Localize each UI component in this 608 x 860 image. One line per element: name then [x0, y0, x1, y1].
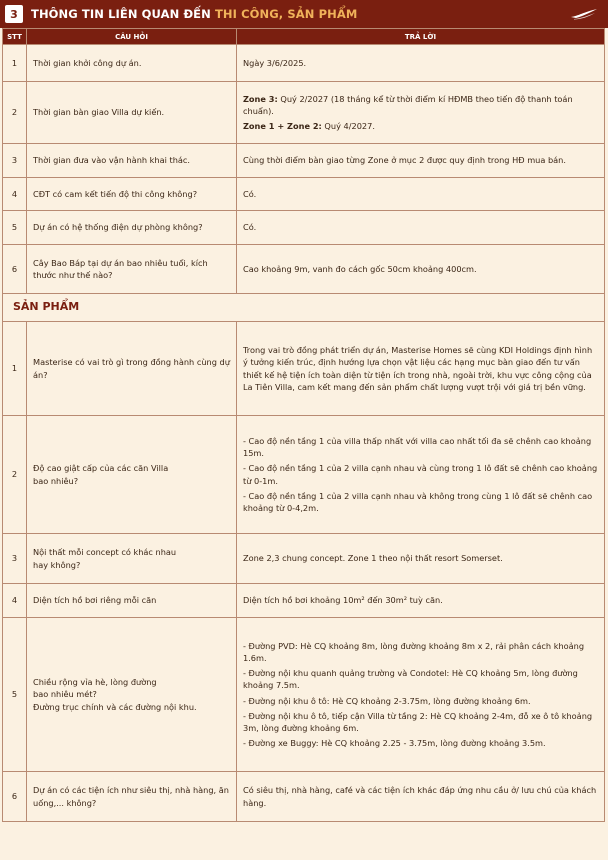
row-answer: Có. — [237, 211, 605, 245]
row-number: 4 — [3, 584, 27, 618]
row-question — [27, 618, 237, 772]
table-row — [3, 772, 605, 822]
table-row — [3, 144, 605, 178]
column-header-stt: STT — [3, 29, 27, 45]
row-answer — [237, 416, 605, 534]
table-row — [3, 416, 605, 534]
row-question: Dự án có hệ thống điện dự phòng không? — [27, 211, 237, 245]
answer-bullet: - Đường nội khu quanh quảng trường và Condotel: Hè CQ khoảng 5m, lòng đường khoảng 7.5m. — [243, 668, 578, 691]
answer-label: Zone 1 + Zone 2: — [243, 121, 322, 132]
table-row — [3, 534, 605, 584]
question-line: bao nhiêu? — [33, 475, 79, 486]
question-line: bao nhiêu mét? — [33, 689, 97, 700]
row-question: Thời gian khởi công dự án. — [27, 45, 237, 82]
faq-table — [2, 28, 605, 822]
table-row — [3, 211, 605, 245]
table-header-row — [3, 29, 605, 45]
row-number: 2 — [3, 416, 27, 534]
answer-bullet: - Cao độ nền tầng 1 của villa thấp nhất với villa cao nhất tối đa sẽ chênh cao khoảng 15m. — [243, 435, 592, 459]
answer-text: Quý 4/2027. — [321, 121, 375, 132]
table-row — [3, 178, 605, 211]
section-title-part2: THI CÔNG, SẢN PHẨM — [214, 7, 358, 21]
table-row — [3, 322, 605, 416]
row-question: Thời gian bàn giao Villa dự kiến. — [27, 82, 237, 144]
row-number: 1 — [3, 322, 27, 416]
section-row — [3, 294, 605, 322]
row-question: Diện tích hồ bơi riêng mỗi căn — [27, 584, 237, 618]
brand-wing-icon — [570, 8, 598, 20]
table-row — [3, 584, 605, 618]
row-question: Masterise có vai trò gì trong đồng hành cùng dự án? — [27, 322, 237, 416]
row-answer: Zone 2,3 chung concept. Zone 1 theo nội thất resort Somerset. — [237, 534, 605, 584]
row-number: 3 — [3, 534, 27, 584]
answer-paragraph — [243, 120, 598, 132]
section-title-part1: THÔNG TIN LIÊN QUAN ĐẾN — [31, 7, 215, 21]
row-answer — [237, 618, 605, 772]
row-answer: Cùng thời điểm bàn giao từng Zone ở mục 2 được quy định trong HĐ mua bán. — [237, 144, 605, 178]
answer-paragraph — [243, 93, 598, 117]
row-number: 3 — [3, 144, 27, 178]
row-answer: Có. — [237, 178, 605, 211]
row-question: Cây Bao Báp tại dự án bao nhiêu tuổi, kích thước như thế nào? — [27, 245, 237, 294]
row-number: 6 — [3, 245, 27, 294]
row-number: 5 — [3, 618, 27, 772]
row-number: 1 — [3, 45, 27, 82]
section-header — [0, 0, 608, 28]
row-number: 4 — [3, 178, 27, 211]
table-row — [3, 82, 605, 144]
question-line: Chiều rộng vỉa hè, lòng đường — [33, 677, 157, 688]
row-number: 6 — [3, 772, 27, 822]
column-header-answer: TRẢ LỜI — [237, 29, 605, 45]
row-answer: Trong vai trò đồng phát triển dự án, Masterise Homes sẽ cùng KDI Holdings định hình ý tưởng kiến trúc, định hướng lựa chọn vật liệu các hạng mục bàn giao đến tư vấn thiết kế hệ tiện ích toàn diện từ tiện ích trong nhà, ngoài trời, khu vực công cộng của La Tiên Villa, cam kết mang đến sản phẩm chất lượng vượt trội với giá trị bền vững. — [237, 322, 605, 416]
row-answer: Có siêu thị, nhà hàng, café và các tiện ích khác đáp ứng nhu cầu ở/ lưu chú của khách hàng. — [237, 772, 605, 822]
row-question: Thời gian đưa vào vận hành khai thác. — [27, 144, 237, 178]
answer-label: Zone 3: — [243, 93, 278, 104]
question-line: hay không? — [33, 559, 81, 570]
answer-bullet: - Đường nội khu ô tô, tiếp cận Villa từ tầng 2: Hè CQ khoảng 2-4m, đỗ xe ô tô khoảng 3m, lòng đường khoảng 6m. — [243, 710, 593, 733]
table-row — [3, 245, 605, 294]
row-answer: Ngày 3/6/2025. — [237, 45, 605, 82]
table-row — [3, 45, 605, 82]
row-question — [27, 534, 237, 584]
question-line: Độ cao giật cấp của các căn Villa — [33, 463, 169, 474]
answer-bullet: - Cao độ nền tầng 1 của 2 villa cạnh nhau và cùng trong 1 lô đất sẽ chênh cao khoảng từ 0-1m. — [243, 463, 598, 486]
answer-bullet: - Đường xe Buggy: Hè CQ khoảng 2.25 - 3.75m, lòng đường khoảng 3.5m. — [243, 738, 546, 749]
table-row — [3, 618, 605, 772]
answer-bullet: - Cao độ nền tầng 1 của 2 villa cạnh nhau và không trong cùng 1 lô đất sẽ chênh cao khoảng từ 0-4,2m. — [243, 490, 593, 513]
row-number: 2 — [3, 82, 27, 144]
section-number: 3 — [5, 5, 23, 23]
row-answer — [237, 82, 605, 144]
answer-bullet: - Đường nội khu ô tô: Hè CQ khoảng 2-3.75m, lòng đường khoảng 6m. — [243, 695, 531, 706]
answer-bullet: - Đường PVD: Hè CQ khoảng 8m, lòng đường khoảng 8m x 2, rải phân cách khoảng 1.6m. — [243, 640, 585, 663]
column-header-question: CÂU HỎI — [27, 29, 237, 45]
row-answer: Diện tích hồ bơi khoảng 10m² đến 30m² tuỳ căn. — [237, 584, 605, 618]
question-line: Nội thất mỗi concept có khác nhau — [33, 547, 177, 558]
row-question: Dự án có các tiện ích như siêu thị, nhà hàng, ăn uống,... không? — [27, 772, 237, 822]
row-question — [27, 416, 237, 534]
question-line: Đường trục chính và các đường nội khu. — [33, 701, 197, 712]
answer-text: Quý 2/2027 (18 tháng kể từ thời điểm kí HĐMB theo tiến độ thanh toán chuẩn). — [243, 93, 573, 116]
row-answer: Cao khoảng 9m, vanh đo cách gốc 50cm khoảng 400cm. — [237, 245, 605, 294]
row-question: CĐT có cam kết tiến độ thi công không? — [27, 178, 237, 211]
section-title — [31, 7, 357, 21]
section-heading-products: SẢN PHẨM — [3, 294, 605, 322]
row-number: 5 — [3, 211, 27, 245]
